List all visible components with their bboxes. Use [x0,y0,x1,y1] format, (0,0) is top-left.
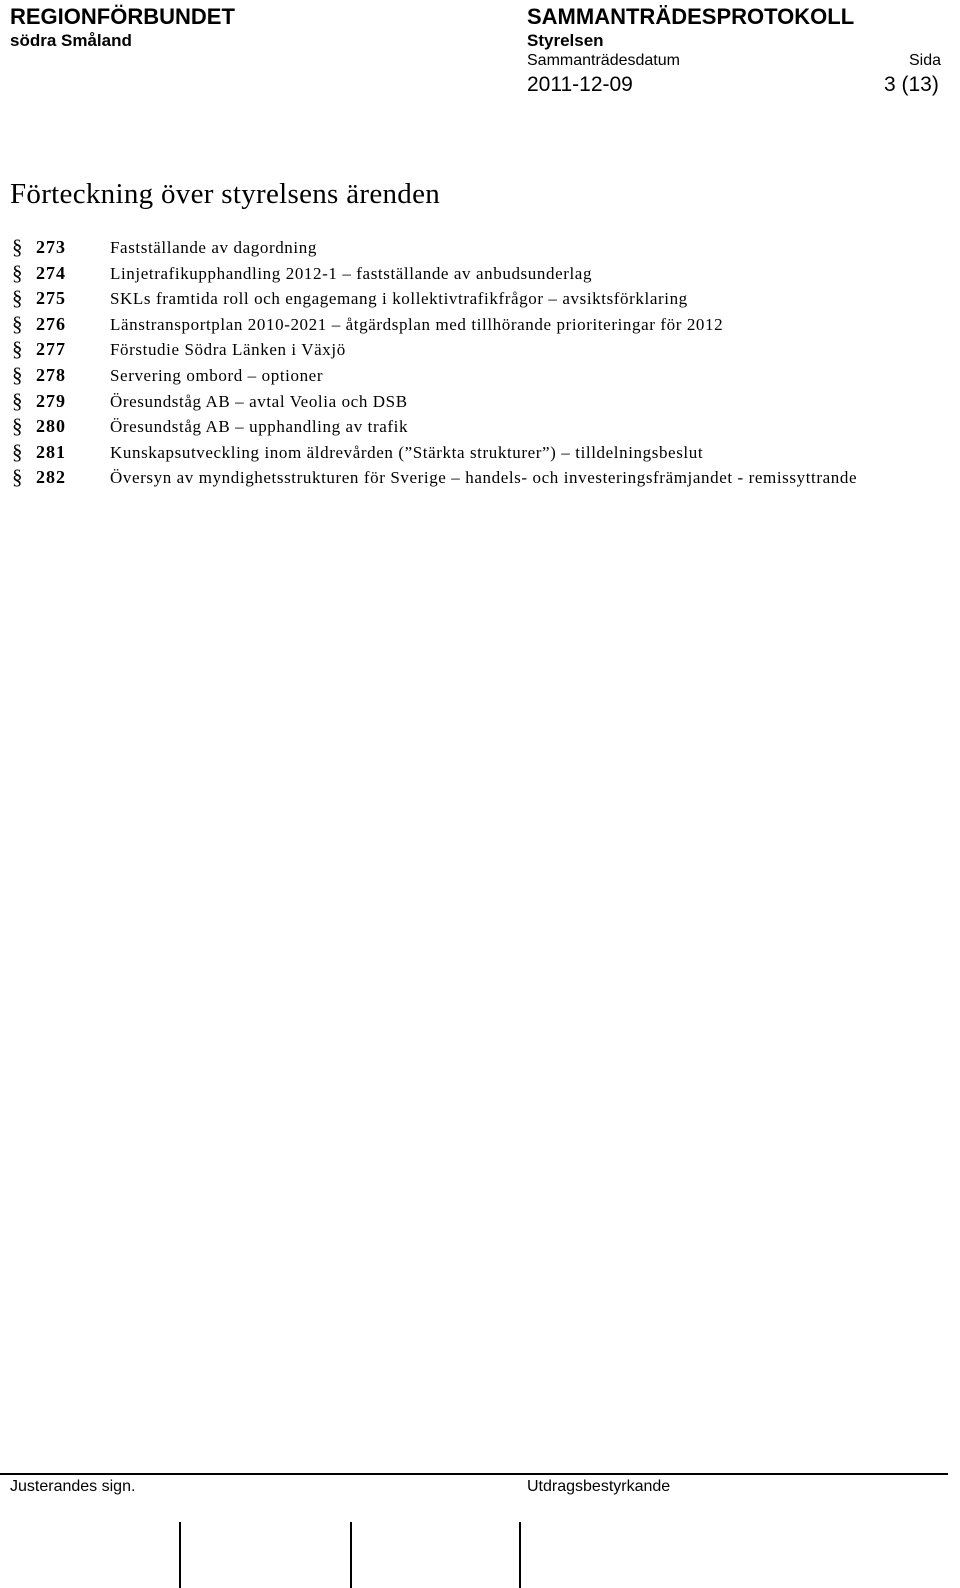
organization-subname: södra Småland [10,31,132,50]
item-number: 280 [36,416,66,437]
governing-body: Styrelsen [527,31,604,50]
list-item [10,414,940,440]
section-symbol: § [12,286,23,311]
list-item [10,261,940,287]
section-symbol: § [12,337,23,362]
item-number: 281 [36,441,66,462]
list-item [10,286,940,312]
meeting-date-label: Sammanträdesdatum [527,52,680,69]
section-symbol: § [12,439,23,464]
item-title: SKLs framtida roll och engagemang i kollektivtrafikfrågor – avsiktsförklaring [110,289,688,309]
item-number: 273 [36,237,66,257]
item-number: 278 [36,364,66,385]
item-title: Linjetrafikupphandling 2012-1 – fastställande av anbudsunderlag [110,263,593,283]
agenda-list [10,235,940,491]
page-label: Sida [909,52,942,69]
list-item [10,337,940,363]
organization-name: REGIONFÖRBUNDET [10,4,235,29]
list-item [10,440,940,466]
list-item [10,235,940,261]
section-symbol: § [12,465,23,490]
document-type: SAMMANTRÄDESPROTOKOLL [527,4,855,29]
item-title: Öresundståg AB – avtal Veolia och DSB [110,391,408,411]
extract-certification-label: Utdragsbestyrkande [527,1478,671,1495]
section-symbol: § [12,235,23,259]
section-symbol: § [12,414,23,439]
page-number: 3 (13) [884,73,939,96]
item-title: Öresundståg AB – upphandling av trafik [110,417,409,437]
meeting-date: 2011-12-09 [527,73,633,96]
item-number: 277 [36,339,66,360]
item-number: 274 [36,262,66,283]
item-title: Förstudie Södra Länken i Växjö [110,340,346,360]
item-title: Servering ombord – optioner [110,365,324,385]
page-title: Förteckning över styrelsens ärenden [10,178,441,210]
item-number: 276 [36,313,66,334]
signature-box-divider [350,1522,352,1588]
section-symbol: § [12,388,23,413]
item-title: Kunskapsutveckling inom äldrevården (”Stärkta strukturer”) – tilldelningsbeslut [110,442,704,462]
section-symbol: § [12,311,23,336]
item-number: 275 [36,288,66,309]
item-title: Översyn av myndighetsstrukturen för Sverige – handels- och investeringsfrämjandet - remissyttrande [110,468,858,488]
item-number: 279 [36,390,66,411]
adjuster-signature-label: Justerandes sign. [10,1478,136,1495]
item-title: Fastställande av dagordning [110,238,317,257]
footer-divider [0,1473,948,1475]
list-item [10,312,940,338]
section-symbol: § [12,260,23,285]
section-symbol: § [12,362,23,387]
item-number: 282 [36,467,66,488]
list-item [10,465,940,491]
item-title: Länstransportplan 2010-2021 – åtgärdsplan med tillhörande prioriteringar för 2012 [110,314,724,334]
signature-box-divider [519,1522,521,1588]
list-item [10,389,940,415]
list-item [10,363,940,389]
signature-box-divider [179,1522,181,1588]
